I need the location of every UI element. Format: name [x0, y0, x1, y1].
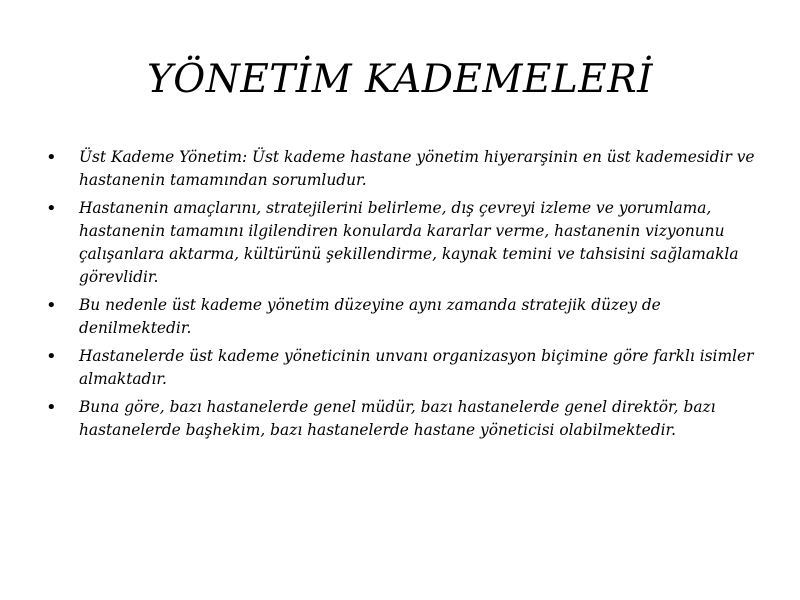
bullet-text: Buna göre, bazı hastanelerde genel müdür, bazı hastanelerde genel direktör, bazı hastanelerde başhekim, bazı hastanelerde hastane yöneticisi olabilmektedir. — [79, 398, 716, 439]
slide-title: YÖNETİM KADEMELERİ — [146, 57, 654, 102]
bullet-dot-icon: • — [46, 295, 57, 316]
bullet-text: Hastanelerde üst kademe yöneticinin unvanı organizasyon biçimine göre farklı isimler almaktadır. — [79, 347, 754, 388]
bullet-dot-icon: • — [46, 346, 57, 367]
bullet-dot-icon: • — [46, 198, 57, 219]
bullet-list — [46, 146, 762, 447]
bullet-item — [46, 197, 762, 289]
bullet-item — [46, 146, 762, 192]
bullet-text: Hastanenin amaçlarını, stratejilerini belirleme, dış çevreyi izleme ve yorumlama, hastanenin tamamını ilgilendiren konularda kararlar verme, hastanenin vizyonunu çalışanlara aktarma, kültürünü şekillendirme, kaynak temini ve tahsisini sağlamakla görevlidir. — [79, 199, 739, 286]
bullet-dot-icon: • — [46, 397, 57, 418]
bullet-text: Bu nedenle üst kademe yönetim düzeyine aynı zamanda stratejik düzey de denilmektedir. — [79, 296, 661, 337]
bullet-dot-icon: • — [46, 147, 57, 168]
bullet-item — [46, 345, 762, 391]
bullet-item — [46, 294, 762, 340]
bullet-item — [46, 396, 762, 442]
bullet-text: Üst Kademe Yönetim: Üst kademe hastane yönetim hiyerarşinin en üst kademesidir ve hastanenin tamamından sorumludur. — [79, 148, 755, 189]
